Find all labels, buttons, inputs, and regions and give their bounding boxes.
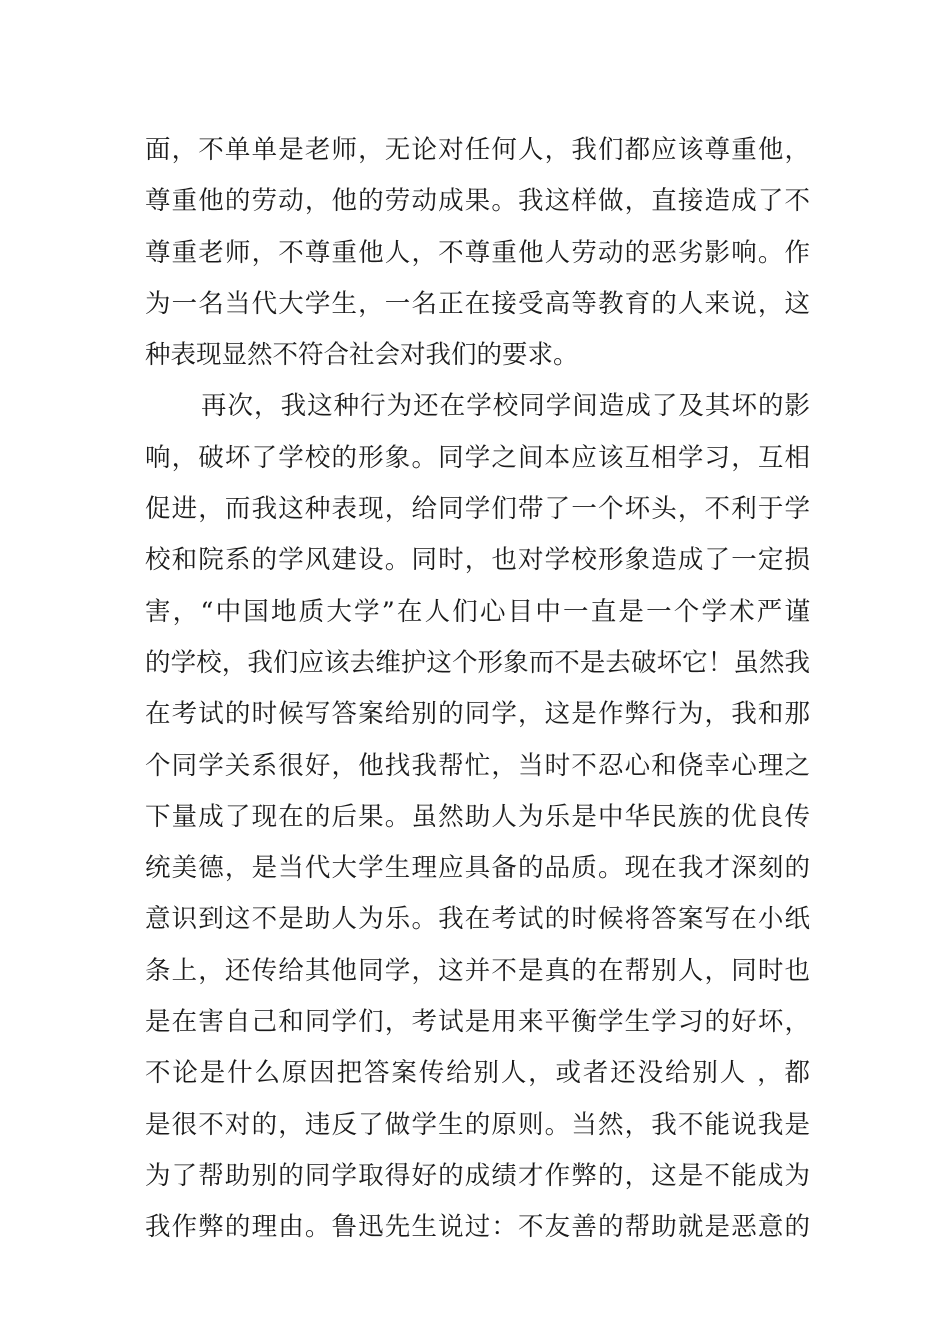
text-line: 个同学关系很好，他找我帮忙，当时不忍心和侥幸心理之 (145, 750, 810, 781)
text-line: 是在害自己和同学们，考试是用来平衡学生学习的好坏， (145, 1007, 810, 1038)
text-line: 统美德，是当代大学生理应具备的品质。现在我才深刻的 (145, 853, 810, 884)
text-line: 害，“中国地质大学”在人们心目中一直是一个学术严谨 (145, 596, 810, 627)
text-line: 我作弊的理由。鲁迅先生说过：不友善的帮助就是恶意的 (145, 1212, 810, 1243)
text-line: 在考试的时候写答案给别的同学，这是作弊行为，我和那 (145, 699, 810, 730)
text-line: 意识到这不是助人为乐。我在考试的时候将答案写在小纸 (145, 904, 810, 935)
text-line: 为了帮助别的同学取得好的成绩才作弊的，这是不能成为 (145, 1160, 810, 1191)
text-line: 尊重老师，不尊重他人，不尊重他人劳动的恶劣影响。作 (145, 237, 810, 268)
text-line: 面，不单单是老师，无论对任何人，我们都应该尊重他， (145, 135, 810, 165)
text-line: 种表现显然不符合社会对我们的要求。 (145, 340, 579, 371)
text-line: 不论是什么原因把答案传给别人，或者还没给别人 ，都 (145, 1058, 810, 1089)
text-line: 校和院系的学风建设。同时，也对学校形象造成了一定损 (145, 545, 810, 576)
text-line: 响，破坏了学校的形象。同学之间本应该互相学习，互相 (145, 442, 810, 473)
body-text (145, 125, 810, 1254)
text-line: 尊重他的劳动，他的劳动成果。我这样做，直接造成了不 (145, 186, 810, 217)
text-line: 促进，而我这种表现，给同学们带了一个坏头，不利于学 (145, 494, 810, 525)
text-line: 为一名当代大学生，一名正在接受高等教育的人来说，这 (145, 288, 810, 319)
text-line: 是很不对的，违反了做学生的原则。当然，我不能说我是 (145, 1109, 810, 1140)
text-line: 下量成了现在的后果。虽然助人为乐是中华民族的优良传 (145, 801, 810, 832)
text-line: 的学校，我们应该去维护这个形象而不是去破坏它！虽然我 (145, 647, 810, 678)
paragraph-start-line: 再次，我这种行为还在学校同学间造成了及其坏的影 (201, 391, 810, 422)
text-line: 条上，还传给其他同学，这并不是真的在帮别人，同时也 (145, 955, 810, 986)
